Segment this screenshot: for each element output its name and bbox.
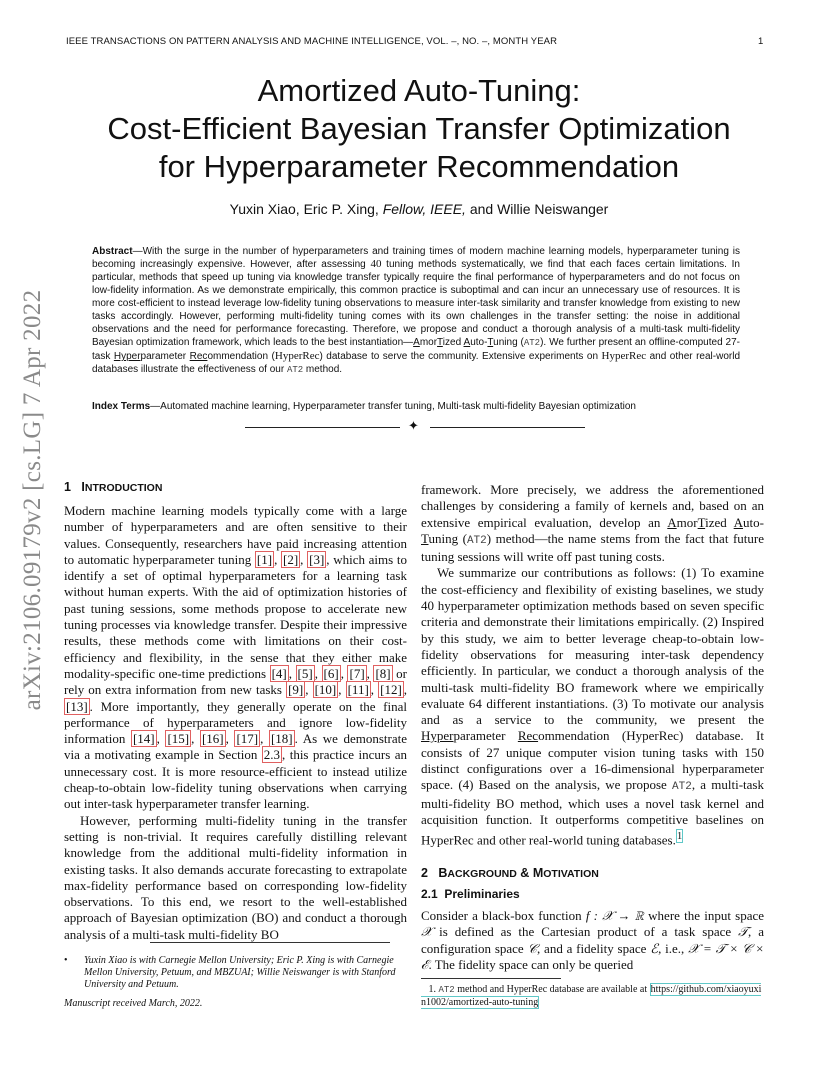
abstract-text: mor xyxy=(419,337,438,348)
section-title: NTRODUCTION xyxy=(84,482,163,494)
paragraph-text: , a configuration space xyxy=(421,924,764,956)
abstract-text: ) database to serve the community. Extensive experiments on xyxy=(319,351,602,362)
abstract-text: ). We further present an offline-computed 27-task xyxy=(92,337,740,362)
paragraph-text: ommendation (HyperRec) database. It consists of 27 unique computer vision tuning tasks with xyxy=(421,728,764,760)
subsection-title: Preliminaries xyxy=(444,887,520,901)
acronym-letter: Rec xyxy=(189,351,208,362)
abstract-text: uto- xyxy=(470,337,488,348)
affiliation-text: Yuxin Xiao is with Carnegie Mellon University; Eric P. Xing is with Carnegie Mellon University, Petuum, and MBZUAI; Willie Neiswanger is with Stanford University and Petuum. xyxy=(84,955,396,990)
paragraph-text: is defined as the Cartesian product of a task space xyxy=(432,924,739,940)
abstract-text: uning ( xyxy=(493,337,524,348)
acronym-letter: Hyper xyxy=(421,728,454,744)
section-title: ACKGROUND xyxy=(447,868,517,880)
intro-paragraph-1: Modern machine learning models typically come with a large number of hyperparameters and are often sensitive to their values. Consequently, researchers have paid increasing attention to automatic hyperparameter tuning [1] , [2] , [3] , which aims to identify a set of optimal hyperparameters for a learning task without human experts. With the aid of optimization histories of past tuning sessions, some methods propose to accelerate new tuning processes via knowledge transfer. Despite their impressive results, these methods come with limitations on their cost-efficiency and flexibility, in the sense that they either make modality-specific one-time predictions [4] , [5] , [6] , [7] , [8] or rely on extra information from new tasks [9] , [10] , [11] , [12] , [13] . More importantly, they generally operate on the final performance of hyperparameters and ignore low-fidelity information [14] , [15] , [16] , [17] , [18] . As we demonstrate via a motivating example in Section 2.3 , this practice incurs an unnecessary cost. It is more resource-efficient to instead utilize cheap-to-obtain low-fidelity tuning observations when carrying out inter-task hyperparameter transfer learning. xyxy=(64,503,408,812)
running-header: IEEE TRANSACTIONS ON PATTERN ANALYSIS AND MACHINE INTELLIGENCE, VOL. –, NO. –, MONTH YEAR xyxy=(66,36,558,47)
page-number: 1 xyxy=(758,36,764,47)
footnote-1 xyxy=(421,984,766,1009)
math-expression: 𝒞 xyxy=(527,940,537,956)
acronym-letter: A xyxy=(463,337,471,348)
intro-paragraph-3 xyxy=(421,482,764,565)
authors-last: and Willie Neiswanger xyxy=(465,201,609,217)
section-number: 2 xyxy=(421,866,428,880)
right-column xyxy=(421,482,764,849)
section-title: M xyxy=(532,866,544,880)
section-reference-link[interactable]: 2.3 xyxy=(263,747,281,763)
acronym-letter: T xyxy=(487,337,494,348)
title-line-3: for Hyperparameter Recommendation xyxy=(158,149,680,184)
diamond-icon: ✦ xyxy=(408,419,419,434)
paragraph-text: , a multi-task multi-fidelity BO method, which uses a novel task kernel and acquisition function. It outperforms competitive baselines on HyperRec and other real-world tuning databases. xyxy=(421,777,764,848)
section-separator xyxy=(245,419,585,434)
citation-link[interactable]: [4] xyxy=(271,665,287,681)
citation-link[interactable]: [1] xyxy=(256,551,273,567)
abstract-text: ommendation ( xyxy=(207,351,275,362)
abstract-text: —With the surge in the number of hyperparameters and training times of modern machine learning models, hyperparameter tuning is becoming increasingly expensive. However, after assessing xyxy=(92,246,740,270)
citation-link[interactable]: [18] xyxy=(270,731,293,747)
arxiv-identifier: arXiv:2106.09179v2 [cs.LG] 7 Apr 2022 xyxy=(19,289,46,711)
index-terms-text: —Automated machine learning, Hyperparameter transfer tuning, Multi-task multi-fidelity Bayesian optimization xyxy=(150,401,636,412)
abstract-text: method. xyxy=(303,364,343,375)
method-name: AT2 xyxy=(672,781,692,794)
method-name: AT2 xyxy=(523,338,541,348)
database-name: HyperRec xyxy=(274,350,320,362)
citation-link[interactable]: [13] xyxy=(66,698,88,714)
separator-line-left xyxy=(245,427,400,428)
acronym-letter: T xyxy=(421,530,429,546)
paragraph-text: distinct configurations over a xyxy=(421,761,594,777)
paragraph-text: different instantiations. (3) To motivate our analysis and as a service to the community, we present the xyxy=(421,695,764,728)
paragraph-text: where the input space xyxy=(643,908,765,923)
citation-link[interactable]: [8] xyxy=(375,665,391,681)
manuscript-received: Manuscript received March, 2022. xyxy=(64,998,203,1009)
footnote-text: method and HyperRec database are available at xyxy=(454,984,650,995)
paragraph-text: ized xyxy=(705,514,727,530)
intro-paragraph-2: However, performing multi-fidelity tuning in the transfer setting is non-trivial. It requires carefully distilling relevant knowledge from the additional multi-fidelity information in existing tasks. It also demands accurate forecasting to extrapolate max-fidelity performance based on corresponding low-fidelity observations. To this end, we resort to the well-established approach of Bayesian optimization (BO) and conduct a thorough analysis of a multi-task multi-fidelity BO xyxy=(64,812,407,942)
citation-link[interactable]: [7] xyxy=(349,665,365,681)
preliminaries-paragraph xyxy=(421,908,764,973)
math-expression: 𝒯 xyxy=(738,924,749,940)
footnote-number: 1. xyxy=(428,984,436,995)
citation-link[interactable]: [11] xyxy=(347,682,369,698)
paragraph-text: . More importantly, they generally operate on the final performance of hyperparameters and ignore low-fidelity information xyxy=(64,698,407,747)
math-expression: 𝒳 xyxy=(421,924,433,940)
paragraph-text: , this practice incurs an unnecessary cost. It is more resource-efficient to instead utilize cheap-to-obtain low-fidelity tuning observations when carrying out inter-task hyperparameter transfer learning. xyxy=(64,747,407,812)
left-column xyxy=(64,503,407,943)
inline-number: 16 xyxy=(593,761,607,777)
database-name: HyperRec xyxy=(601,350,647,362)
abstract-text: tuning methods systematically, we find that each faces certain limitations. In particular, methods that speed up tuning via knowledge transfer typically require the final performance of hyperparameters and do not focus on low-fidelity information. As we demonstrate empirically, this common practice is suboptimal and can incur an unnecessary use of resources. It is more cost-efficient to instead leverage low-fidelity tuning observations to measure inter-task similarity and transfer knowledge from existing to new tasks accordingly. However, performing multi-fidelity tuning comes with its own challenges in the transfer setting: the noise in additional observations and the need for performance forecasting. Therefore, we propose and conduct a thorough analysis of a multi-task multi-fidelity Bayesian optimization framework, which leads to the best instantiation— xyxy=(92,259,740,348)
inline-number: 40 xyxy=(421,598,434,614)
acronym-letter: A xyxy=(733,514,744,530)
section-title: OTIVATION xyxy=(543,868,599,880)
acronym-letter: T xyxy=(437,337,443,348)
citation-link[interactable]: [3] xyxy=(309,551,325,567)
math-expression: f : 𝒳 → ℝ xyxy=(585,908,644,923)
footnote-link[interactable]: 1 xyxy=(676,830,683,843)
paragraph-text: , and a fidelity space xyxy=(537,940,651,956)
acronym-letter: Rec xyxy=(517,728,539,744)
paragraph-text: We summarize our contributions as follows: (1) To examine the cost-efficiency and flexibility of existing baselines, we study xyxy=(421,565,764,597)
paragraph-text: . The fidelity space can only be queried xyxy=(428,956,634,972)
footnote-rule-right xyxy=(421,978,561,979)
abstract-number: 40 xyxy=(370,258,382,270)
authors-first: Yuxin Xiao, Eric P. Xing, xyxy=(229,201,383,217)
method-name: AT2 xyxy=(286,365,304,375)
abstract-text: and other real-world databases illustrate the effectiveness of our xyxy=(92,351,741,375)
paragraph-text: , i.e., xyxy=(658,940,689,956)
paragraph-text: Consider a black-box function xyxy=(421,908,586,923)
inline-number: 150 xyxy=(744,744,764,760)
subsection-2-1-heading xyxy=(421,887,520,901)
paragraph-text: mor xyxy=(676,514,698,530)
acronym-letter: A xyxy=(667,514,677,530)
method-name: AT2 xyxy=(466,534,487,547)
citation-link[interactable]: [5] xyxy=(297,665,313,681)
citation-link[interactable]: [2] xyxy=(283,551,299,567)
paragraph-text: Modern machine learning models typically come with a large number of hyperparameters and are often sensitive to their values. Consequently, researchers have paid increasing attention to automatic hyperparameter tuning xyxy=(64,503,407,567)
citation-link[interactable]: [10] xyxy=(314,682,337,698)
paragraph-text: -dimensional hyperparameter space. (4) Based on the analysis, we propose xyxy=(421,761,764,793)
section-1-heading xyxy=(64,480,162,494)
section-title: B xyxy=(438,866,448,880)
citation-link[interactable]: [6] xyxy=(323,665,339,681)
title-line-2: Cost-Efficient Bayesian Transfer Optimization xyxy=(107,111,731,146)
paragraph-text: , which aims to identify a set of optimal hyperparameters for a learning task without human experts. With the aid of optimization histories of past tuning sessions, some methods propose to accelerate new tuning processes via knowledge transfer. Despite their impressive results, these methods come with limitations on their cost-efficiency and flexibility, in the sense that they either make modality-specific one-time predictions xyxy=(64,551,408,681)
footnote-rule-left xyxy=(150,942,390,943)
paragraph-text: framework. More precisely, we address the aforementioned challenges by considering a family of kernels and, based on an extensive empirical evaluation, develop an xyxy=(421,482,764,530)
contributions-paragraph xyxy=(421,565,764,848)
citation-link[interactable]: [17] xyxy=(236,731,259,747)
citation-link[interactable]: [9] xyxy=(288,682,304,698)
author-list xyxy=(60,201,778,217)
arxiv-stamp xyxy=(4,290,62,710)
acronym-letter: T xyxy=(697,514,706,530)
paragraph-text: . As we demonstrate via a motivating example in Section xyxy=(64,731,408,763)
preliminaries-text xyxy=(421,908,764,973)
repository-link[interactable]: https://github.com/xiaoyuxin1002/amortized-auto-tuning xyxy=(421,984,762,1008)
citation-link[interactable]: [16] xyxy=(201,731,224,747)
index-terms-label: Index Terms xyxy=(92,401,151,412)
paper-title xyxy=(60,72,778,186)
bullet-icon: • xyxy=(64,955,68,966)
paragraph-text: uning ( xyxy=(428,530,467,546)
section-title: & xyxy=(516,866,533,880)
separator-line-right xyxy=(430,427,585,428)
section-number: 1 xyxy=(64,480,71,494)
authors-fellow: Fellow, IEEE, xyxy=(382,201,466,217)
abstract-label: Abstract xyxy=(92,246,133,257)
paragraph-text: or rely on extra information from new tasks xyxy=(64,665,407,698)
paragraph-text: ) method—the name stems from the fact that future tuning sessions will write off past tuning costs. xyxy=(421,530,764,565)
title-line-1: Amortized Auto-Tuning: xyxy=(257,73,581,108)
citation-link[interactable]: [12] xyxy=(380,682,402,698)
paragraph-text: uto- xyxy=(743,514,764,530)
subsection-number: 2.1 xyxy=(421,887,438,901)
abstract-text: ized xyxy=(442,337,462,348)
abstract-text: parameter xyxy=(140,351,190,362)
method-name: AT2 xyxy=(438,985,455,995)
paragraph-text: hyperparameter optimization methods based on seven specific criteria and demonstrate their limitations empirically. (2) Inspired by this study, we aim to better leverage cheap-to-obtain low-fidelity observations for measuring inter-task dependency efficiently. In particular, we conduct a thorough analysis of the multi-task multi-fidelity BO framework where we empirically evaluate xyxy=(421,598,764,711)
citation-link[interactable]: [14] xyxy=(132,731,155,747)
paragraph-text: parameter xyxy=(453,728,518,744)
math-expression: 𝒳 = 𝒯 × 𝒞 × ℰ xyxy=(421,940,764,972)
math-expression: ℰ xyxy=(650,940,659,956)
citation-link[interactable]: [15] xyxy=(167,731,190,747)
acronym-letter: Hyper xyxy=(113,351,141,362)
section-2-heading xyxy=(421,866,599,880)
section-title: I xyxy=(81,480,85,494)
index-terms xyxy=(92,400,740,413)
affiliation-footnote xyxy=(64,955,409,991)
abstract xyxy=(92,245,740,377)
inline-number: 64 xyxy=(468,695,482,711)
acronym-letter: A xyxy=(413,337,420,348)
